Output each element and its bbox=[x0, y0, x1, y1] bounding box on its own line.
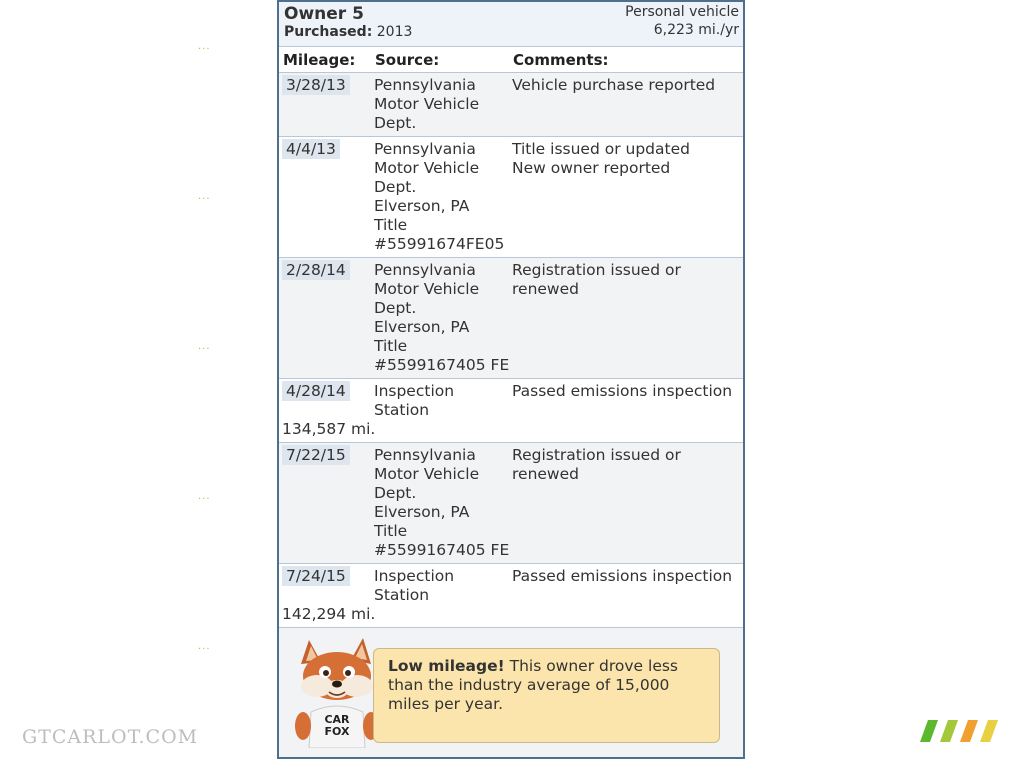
record-date: 7/22/15 bbox=[282, 445, 350, 465]
decorative-dots: ··· bbox=[198, 644, 211, 655]
record-comments bbox=[512, 76, 740, 95]
record-source-line: Pennsylvania bbox=[374, 261, 476, 279]
purchased-year: 2013 bbox=[376, 24, 413, 40]
record-comments bbox=[512, 140, 740, 178]
record-source bbox=[374, 76, 512, 133]
record-mileage: 142,294 mi. bbox=[282, 605, 376, 623]
record-source bbox=[374, 140, 512, 254]
record-comment-line: New owner reported bbox=[512, 159, 671, 177]
ownership-history-panel bbox=[277, 0, 745, 759]
column-header-source: Source: bbox=[375, 51, 440, 69]
record-comment-line: Title issued or updated bbox=[512, 140, 690, 158]
owner-usage bbox=[625, 3, 739, 39]
record-source-line: #5599167405 FE bbox=[374, 356, 510, 374]
history-record-row bbox=[279, 73, 743, 137]
record-source-line: Elverson, PA bbox=[374, 318, 470, 336]
record-source-line: Motor Vehicle bbox=[374, 280, 480, 298]
record-date: 4/4/13 bbox=[282, 139, 340, 159]
column-header-mileage: Mileage: bbox=[283, 51, 356, 69]
record-source-line: Elverson, PA bbox=[374, 197, 470, 215]
history-record-row bbox=[279, 137, 743, 258]
record-date: 4/28/14 bbox=[282, 381, 350, 401]
record-source-line: Dept. bbox=[374, 299, 417, 317]
record-comment-line: Vehicle purchase reported bbox=[512, 76, 716, 94]
decorative-dots: ··· bbox=[198, 494, 211, 505]
record-source-line: #55991674FE05 bbox=[374, 235, 505, 253]
record-source-line: Pennsylvania bbox=[374, 76, 476, 94]
mascot-shirt-line2: FOX bbox=[324, 725, 350, 738]
record-source-line: Motor Vehicle bbox=[374, 159, 480, 177]
record-date: 7/24/15 bbox=[282, 566, 350, 586]
record-source-line: Dept. bbox=[374, 484, 417, 502]
history-record-row bbox=[279, 258, 743, 379]
record-source-line: Inspection Station bbox=[374, 382, 455, 419]
record-source-line: Pennsylvania bbox=[374, 446, 476, 464]
history-record-row bbox=[279, 564, 743, 628]
purchased-label: Purchased: bbox=[284, 24, 373, 40]
records-list bbox=[279, 73, 743, 628]
vehicle-type: Personal vehicle bbox=[625, 4, 739, 20]
record-comment-line: Registration issued or renewed bbox=[512, 446, 681, 483]
low-mileage-message: This owner drove less than the industry average of 15,000 miles per year. bbox=[388, 657, 679, 713]
record-comment-line: Registration issued or renewed bbox=[512, 261, 681, 298]
record-source bbox=[374, 382, 512, 420]
mascot-shirt-line1: CAR bbox=[324, 713, 350, 726]
carfox-mascot-icon bbox=[287, 634, 387, 748]
record-source bbox=[374, 446, 512, 560]
decorative-dots: ··· bbox=[198, 344, 211, 355]
owner-purchased bbox=[284, 24, 412, 40]
record-source-line: #5599167405 FE bbox=[374, 541, 510, 559]
record-source-line: Title bbox=[374, 522, 408, 540]
decorative-dots: ··· bbox=[198, 44, 211, 55]
decorative-dots: ··· bbox=[198, 194, 211, 205]
stripes-logo-icon bbox=[920, 720, 998, 742]
record-comments bbox=[512, 382, 740, 401]
owner-title: Owner 5 bbox=[284, 4, 364, 24]
record-comment-line: Passed emissions inspection bbox=[512, 382, 733, 400]
record-source-line: Elverson, PA bbox=[374, 503, 470, 521]
annual-mileage: 6,223 mi./yr bbox=[653, 22, 739, 38]
record-date: 3/28/13 bbox=[282, 75, 350, 95]
column-header-comments: Comments: bbox=[513, 51, 609, 69]
record-source-line: Dept. bbox=[374, 178, 417, 196]
watermark-logo: GTCARLOT.COM bbox=[22, 726, 199, 748]
record-source-line: Pennsylvania bbox=[374, 140, 476, 158]
record-source-line: Inspection Station bbox=[374, 567, 455, 604]
record-source bbox=[374, 261, 512, 375]
owner-header bbox=[279, 0, 743, 47]
history-record-row bbox=[279, 379, 743, 443]
low-mileage-promo bbox=[279, 628, 743, 759]
record-source-line: Motor Vehicle bbox=[374, 95, 480, 113]
record-mileage: 134,587 mi. bbox=[282, 420, 376, 438]
record-source-line: Title bbox=[374, 337, 408, 355]
record-comment-line: Passed emissions inspection bbox=[512, 567, 733, 585]
record-source-line: Title bbox=[374, 216, 408, 234]
record-source-line: Motor Vehicle bbox=[374, 465, 480, 483]
record-source bbox=[374, 567, 512, 605]
record-comments bbox=[512, 261, 740, 299]
record-comments bbox=[512, 446, 740, 484]
column-header-row bbox=[279, 47, 743, 73]
low-mileage-highlight: Low mileage! bbox=[388, 657, 505, 675]
record-date: 2/28/14 bbox=[282, 260, 350, 280]
record-source-line: Dept. bbox=[374, 114, 417, 132]
record-comments bbox=[512, 567, 740, 586]
low-mileage-callout bbox=[373, 648, 720, 743]
history-record-row bbox=[279, 443, 743, 564]
